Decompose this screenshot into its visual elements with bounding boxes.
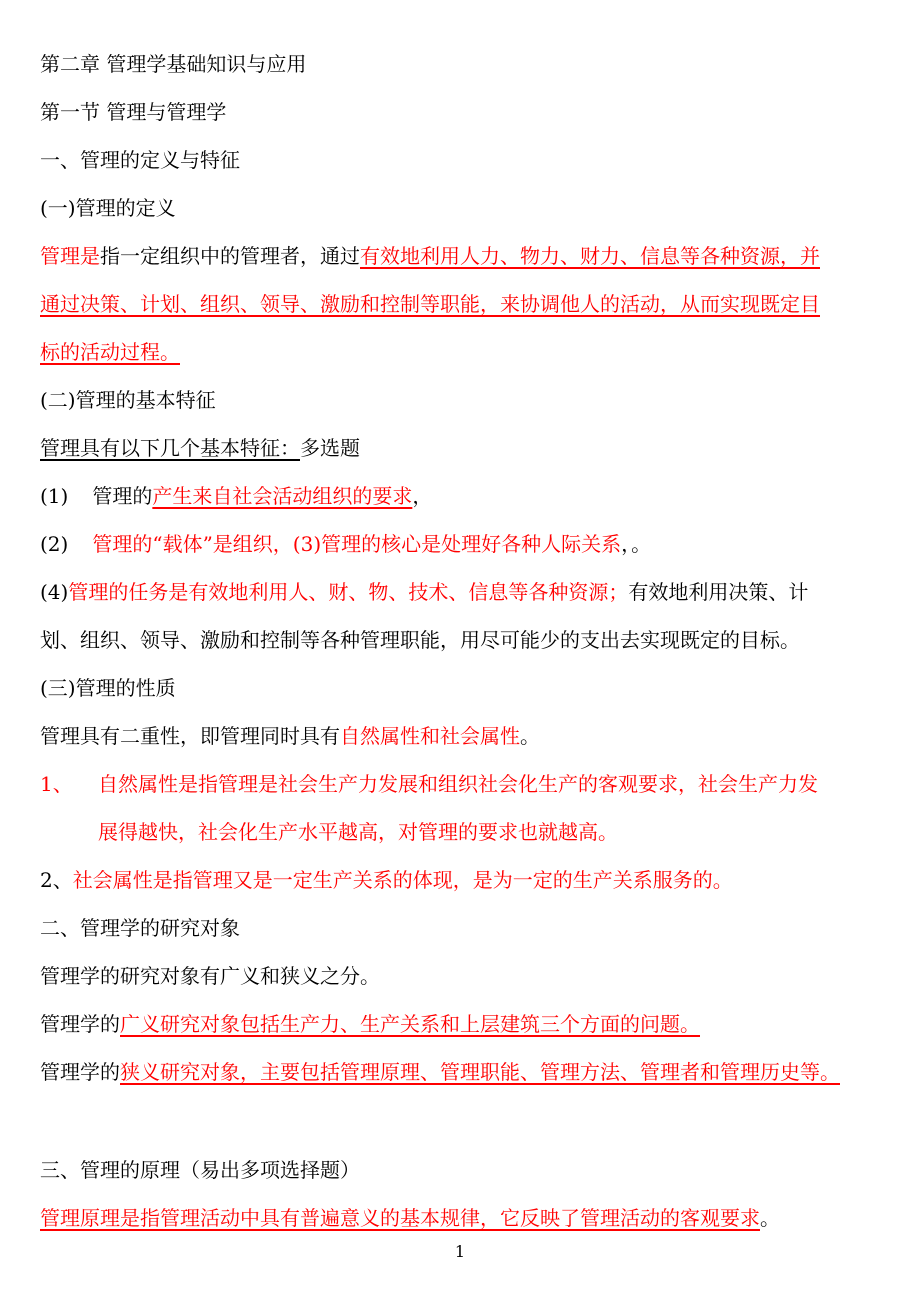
definition-term: 管理是 bbox=[40, 244, 100, 268]
heading-research-object: 二、管理学的研究对象 bbox=[40, 916, 240, 940]
feature-1-prefix: 管理的 bbox=[92, 484, 153, 508]
natural-attribute-line-2: 展得越快，社会化生产水平越高，对管理的要求也就越高。 bbox=[98, 820, 618, 844]
heading-definition: (一)管理的定义 bbox=[40, 196, 176, 220]
feature-1-highlight: 产生来自社会活动组织的要求 bbox=[152, 484, 413, 508]
natural-attribute-line-1 bbox=[40, 770, 818, 798]
research-object-broad bbox=[40, 1010, 700, 1038]
duality-suffix: 。 bbox=[520, 724, 540, 748]
feature-1-suffix: ， bbox=[412, 484, 433, 508]
feature-4-line-2: 划、组织、领导、激励和控制等各种管理职能，用尽可能少的支出去实现既定的目标。 bbox=[40, 628, 800, 652]
research-object-broad-prefix: 管理学的 bbox=[40, 1012, 120, 1036]
basic-features-intro bbox=[40, 434, 360, 462]
multiple-choice-note: 多选题 bbox=[300, 436, 360, 460]
feature-2-3-text: 管理的“载体”是组织，(3)管理的核心是处理好各种人际关系 bbox=[92, 532, 622, 556]
research-object-broad-text: 广义研究对象包括生产力、生产关系和上层建筑三个方面的问题。 bbox=[120, 1012, 700, 1036]
duality-statement bbox=[40, 722, 540, 750]
natural-attribute-text: 自然属性是指管理是社会生产力发展和组织社会化生产的客观要求，社会生产力发 bbox=[98, 772, 818, 796]
feature-4-highlight: 管理的任务是有效地利用人、财、物、技术、信息等各种资源； bbox=[68, 580, 629, 604]
social-attribute bbox=[40, 866, 733, 894]
social-attribute-number: 2、 bbox=[40, 868, 73, 892]
principle-definition bbox=[40, 1204, 780, 1232]
definition-line-2: 通过决策、计划、组织、领导、激励和控制等职能，来协调他人的活动，从而实现既定目 bbox=[40, 292, 820, 316]
natural-attribute-number: 1、 bbox=[40, 772, 73, 796]
principle-definition-suffix: 。 bbox=[760, 1206, 780, 1230]
research-object-intro: 管理学的研究对象有广义和狭义之分。 bbox=[40, 964, 380, 988]
feature-1-number: (1) bbox=[40, 484, 69, 508]
feature-2-3-suffix: ，。 bbox=[621, 532, 652, 556]
section-title: 第一节 管理与管理学 bbox=[40, 100, 227, 124]
feature-2-number: (2) bbox=[40, 532, 69, 556]
feature-4-number: (4) bbox=[40, 580, 69, 604]
feature-4-line-1 bbox=[40, 578, 808, 606]
social-attribute-text: 社会属性是指管理又是一定生产关系的体现，是为一定的生产关系服务的。 bbox=[72, 868, 733, 892]
basic-features-intro-text: 管理具有以下几个基本特征： bbox=[40, 436, 300, 460]
definition-line-3: 标的活动过程。 bbox=[40, 340, 180, 364]
feature-2-3 bbox=[40, 530, 651, 558]
definition-highlight: 有效地利用人力、物力、财力、信息等各种资源，并 bbox=[360, 244, 820, 268]
definition-text: 指一定组织中的管理者，通过 bbox=[100, 244, 360, 268]
heading-definition-features: 一、管理的定义与特征 bbox=[40, 148, 240, 172]
research-object-narrow bbox=[40, 1058, 840, 1086]
feature-1 bbox=[40, 482, 432, 510]
duality-highlight: 自然属性和社会属性 bbox=[340, 724, 520, 748]
chapter-title: 第二章 管理学基础知识与应用 bbox=[40, 52, 307, 76]
principle-definition-text: 管理原理是指管理活动中具有普遍意义的基本规律，它反映了管理活动的客观要求 bbox=[40, 1206, 760, 1230]
heading-principles: 三、管理的原理（易出多项选择题） bbox=[40, 1158, 360, 1182]
research-object-narrow-text: 狭义研究对象，主要包括管理原理、管理职能、管理方法、管理者和管理历史等。 bbox=[120, 1060, 840, 1084]
duality-text: 管理具有二重性，即管理同时具有 bbox=[40, 724, 340, 748]
heading-nature: (三)管理的性质 bbox=[40, 676, 176, 700]
feature-4-text: 有效地利用决策、计 bbox=[628, 580, 809, 604]
definition-line-1 bbox=[40, 242, 820, 270]
page-number: 1 bbox=[454, 1242, 466, 1261]
heading-basic-features: (二)管理的基本特征 bbox=[40, 388, 216, 412]
research-object-narrow-prefix: 管理学的 bbox=[40, 1060, 120, 1084]
